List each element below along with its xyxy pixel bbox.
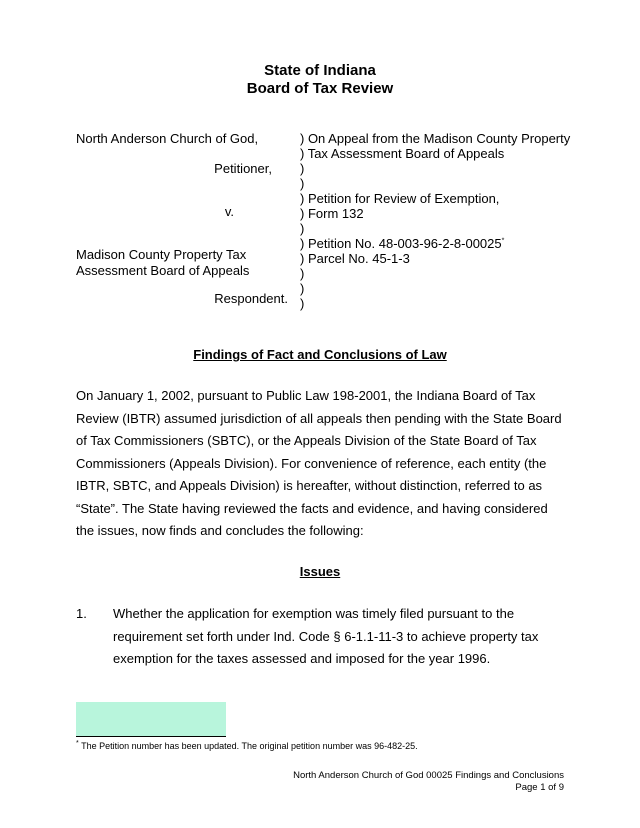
footer-page-number: Page 1 of 9 [515,782,564,793]
caption-line: ) Form 132 [300,206,364,221]
highlight-block [76,702,226,736]
respondent-name-line1: Madison County Property Tax [76,247,247,262]
caption-line: ) [300,281,305,296]
footnote-text: The Petition number has been updated. The original petition number was 96-482-25. [78,741,418,751]
caption-line: ) [300,176,305,191]
versus-label: v. [224,204,234,219]
findings-heading: Findings of Fact and Conclusions of Law [193,347,447,362]
intro-paragraph: On January 1, 2002, pursuant to Public Law 198-2001, the Indiana Board of Tax Review (IBTR) assumed jurisdiction of all appeals then pending with the State Board of Tax Commissioners (SBTC), or the Appeals Division of the State Board of Tax Commissioners (Appeals Division). For convenience of reference, each entity (the IBTR, SBTC, and Appeals Division) is hereafter, without distinction, referred to as “State”. The State having reviewed the facts and evidence, and having considered the issues, now finds and concludes the following: [76,388,562,538]
petitioner-role: Petitioner, [214,161,272,176]
issue-number: 1. [76,606,87,621]
footnote [76,741,418,751]
footer-doc-title: North Anderson Church of God 00025 Findings and Conclusions [293,770,564,781]
caption-line: ) [300,296,305,311]
petition-number-line [300,235,570,250]
caption-line: ) [300,266,305,281]
page-title: State of Indiana [264,62,376,79]
caption-right-column [300,130,570,310]
footnote-marker: * [76,740,79,747]
page-footer [293,770,564,794]
respondent-role: Respondent. [214,291,288,306]
caption-line: ) [300,161,305,176]
parcel-number: ) Parcel No. 45-1-3 [300,251,410,266]
caption-line: ) Tax Assessment Board of Appeals [300,146,505,161]
petitioner-name: North Anderson Church of God, [76,131,259,146]
issues-heading: Issues [299,564,341,579]
footnote-ref: * [501,237,505,245]
respondent-name-line2: Assessment Board of Appeals [76,263,250,278]
page-subtitle: Board of Tax Review [246,80,394,97]
issue-text: Whether the application for exemption was timely filed pursuant to the requirement set forth under Ind. Code § 6-1.1-11-3 to achieve property tax exemption for the taxes assessed and imposed for the year 1996. [113,606,539,666]
petition-number: ) Petition No. 48-003-96-2-8-00025 [300,236,502,251]
caption-line: ) [300,221,305,236]
caption-line: ) On Appeal from the Madison County Property [300,131,571,146]
caption-line: ) Petition for Review of Exemption, [300,191,500,206]
footnote-separator [76,736,226,737]
